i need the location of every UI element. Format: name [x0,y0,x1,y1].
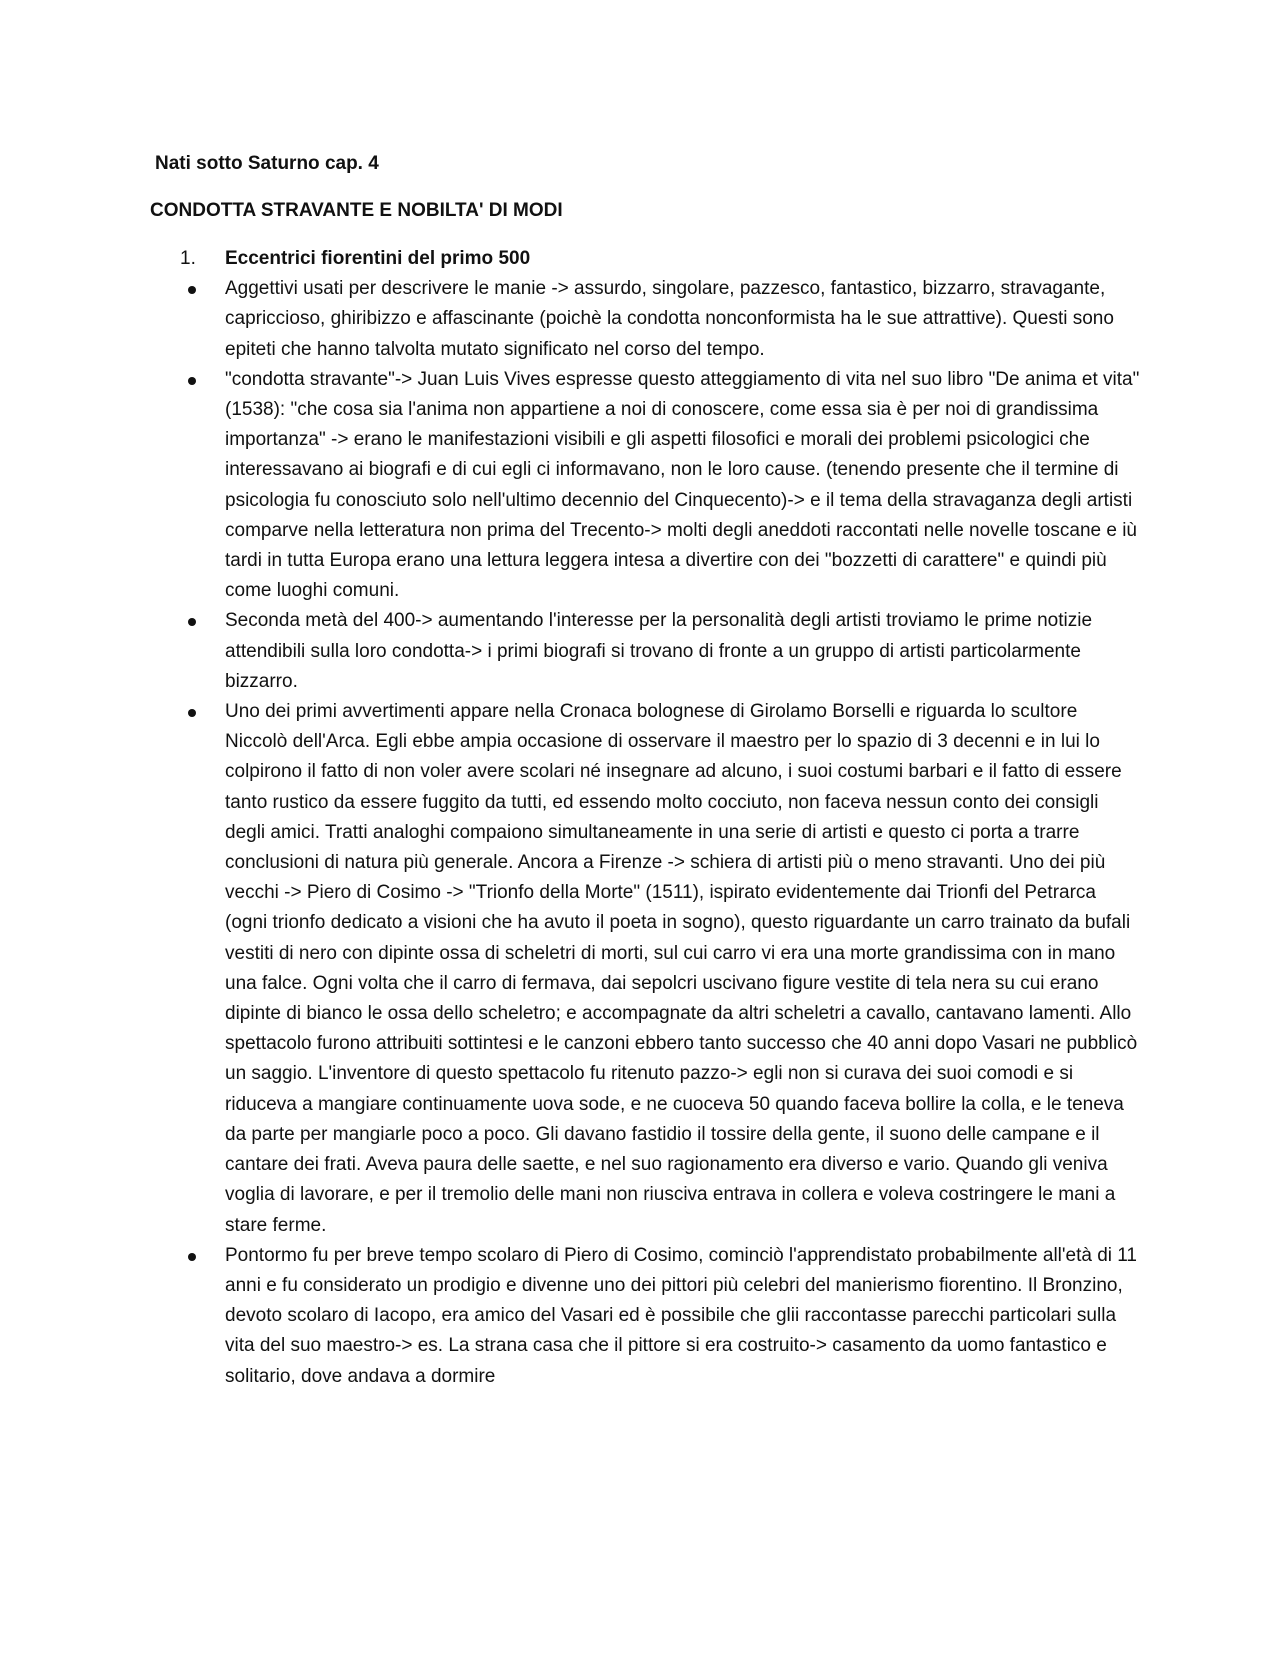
bullet-item [180,697,1140,1241]
bullet-item [180,274,1140,365]
bullet-icon [188,709,196,717]
bullet-text: Seconda metà del 400-> aumentando l'interesse per la personalità degli artisti troviamo le prime notizie attendibili sulla loro condotta-> i primi biografi si trovano di fronte a un gruppo di artisti particolarmente bizzarro. [225,610,1093,692]
document-subtitle: CONDOTTA STRAVANTE E NOBILTA' DI MODI [150,200,563,221]
bullet-text: Uno dei primi avvertimenti appare nella Cronaca bolognese di Girolamo Borselli e riguarda lo scultore Niccolò dell'Arca. Egli ebbe ampia occasione di osservare il maestro per lo spazio di 3 decenni e in lui lo colpirono il fatto di non voler avere scolari né insegnare ad alcuno, i suoi costumi barbari e il fatto di essere tanto rustico da essere fuggito da tutti, ed essendo molto cocciuto, non faceva nessun conto dei consigli degli amici. Tratti analoghi compaiono simultaneamente in una serie di artisti e questo ci porta a trarre conclusioni di natura più generale. Ancora a Firenze -> schiera di artisti più o meno stravanti. Uno dei più vecchi -> Piero di Cosimo -> "Trionfo della Morte" (1511), ispirato evidentemente dai Trionfi del Petrarca (ogni trionfo dedicato a visioni che ha avuto il poeta in sogno), questo riguardante un carro trainato da bufali vestiti di nero con dipinte ossa di scheletri di morti, sul cui carro vi era una morte grandissima con in mano una falce. Ogni volta che il carro di fermava, dai sepolcri uscivano figure vestite di tela nera su cui erano dipinte di bianco le ossa dello scheletro; e accompagnate da altri scheletri a cavallo, cantavano lamenti. Allo spettacolo furono attribuiti sottintesi e le canzoni ebbero tanto successo che 40 anni dopo Vasari ne pubblicò un saggio. L'inventore di questo spettacolo fu ritenuto pazzo-> egli non si curava dei suoi comodi e si riduceva a mangiare continuamente uova sode, e ne cuoceva 50 quando faceva bollire la colla, e le teneva da parte per mangiarle poco a poco. Gli davano fastidio il tossire della gente, il suono delle campane e il cantare dei frati. Aveva paura delle saette, e nel suo ragionamento era diverso e vario. Quando gli veniva voglia di lavorare, e per il tremolio delle mani non riusciva entrava in collera e voleva costringere le mani a stare ferme. [225,701,1138,1236]
section-heading: Eccentrici fiorentini del primo 500 [225,248,531,269]
list-number: 1. [180,248,196,269]
bullet-icon [188,1253,196,1261]
document-body [180,244,1140,1392]
bullet-icon [188,377,196,385]
bullet-icon [188,618,196,626]
bullet-item [180,1241,1140,1392]
bullet-text: "condotta stravante"-> Juan Luis Vives espresse questo atteggiamento di vita nel suo libro "De anima et vita" (1538): "che cosa sia l'anima non appartiene a noi di conoscere, come essa sia è per noi di grandissima importanza" -> erano le manifestazioni visibili e gli aspetti filosofici e morali dei problemi psicologici che interessavano ai biografi e di cui egli ci informavano, non le loro cause. (tenendo presente che il termine di psicologia fu conosciuto solo nell'ultimo decennio del Cinquecento)-> e il tema della stravaganza degli artisti comparve nella letteratura non prima del Trecento-> molti degli aneddoti raccontati nelle novelle toscane e iù tardi in tutta Europa erano una lettura leggera intesa a divertire con dei "bozzetti di carattere" e quindi più come luoghi comuni. [225,368,1140,602]
numbered-heading [180,244,1140,274]
bullet-icon [188,286,196,294]
bullet-item [180,365,1140,607]
bullet-item [180,606,1140,697]
bullet-text: Pontormo fu per breve tempo scolaro di Piero di Cosimo, cominciò l'apprendistato probabilmente all'età di 11 anni e fu considerato un prodigio e divenne uno dei pittori più celebri del manierismo fiorentino. Il Bronzino, devoto scolaro di Iacopo, era amico del Vasari ed è possibile che glii raccontasse parecchi particolari sulla vita del suo maestro-> es. La strana casa che il pittore si era costruito-> casamento da uomo fantastico e solitario, dove andava a dormire [225,1244,1137,1387]
document-title: Nati sotto Saturno cap. 4 [155,153,379,174]
bullet-text: Aggettivi usati per descrivere le manie -> assurdo, singolare, pazzesco, fantastico, bizzarro, stravagante, capriccioso, ghiribizzo e affascinante (poichè la condotta nonconformista ha le sue attrattive). Questi sono epiteti che hanno talvolta mutato significato nel corso del tempo. [225,278,1114,360]
